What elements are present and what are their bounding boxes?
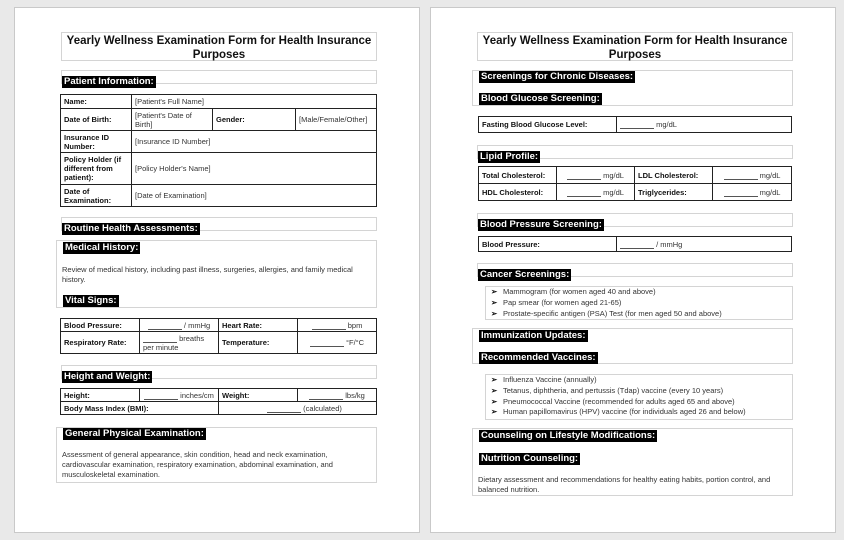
arrow-bullet-icon: ➢ — [491, 396, 498, 406]
arrow-bullet-icon: ➢ — [491, 407, 498, 417]
chronic-disease-header: Screenings for Chronic Diseases: — [481, 71, 634, 82]
vital-signs-table — [60, 318, 377, 354]
arrow-bullet-icon: ➢ — [491, 385, 498, 395]
section-header-patient-information: Patient Information: — [61, 70, 377, 84]
medical-history-header: Medical History: — [65, 242, 139, 253]
glucose-label: Fasting Blood Glucose Level: — [479, 117, 617, 133]
total-cholesterol-field[interactable]: mg/dL — [557, 167, 635, 184]
bp-label: Blood Pressure: — [61, 319, 140, 332]
table-row — [61, 153, 377, 185]
arrow-bullet-icon: ➢ — [491, 308, 498, 318]
list-item: ➢ Pap smear (for women aged 21-65) — [491, 297, 622, 307]
table-row — [61, 402, 377, 415]
total-cholesterol-label: Total Cholesterol: — [479, 167, 557, 184]
temperature-field[interactable]: °F/°C — [298, 332, 377, 354]
gender-field[interactable]: [Male/Female/Other] — [296, 109, 377, 131]
table-row — [61, 319, 377, 332]
page-1 — [14, 7, 420, 533]
policy-holder-field[interactable]: [Policy Holder's Name] — [132, 153, 377, 185]
section-header-cancer: Cancer Screenings: — [477, 263, 793, 277]
table-row — [61, 109, 377, 131]
height-label: Height: — [61, 389, 140, 402]
physical-exam-text: Assessment of general appearance, skin condition, head and neck examination, cardiovascular examination, respiratory examination, abdominal examination, and musculoskeletal examination. — [62, 450, 333, 479]
blood-glucose-header: Blood Glucose Screening: — [481, 93, 600, 104]
triglycerides-field[interactable]: mg/dL — [713, 184, 792, 201]
dob-label: Date of Birth: — [61, 109, 132, 131]
gender-label: Gender: — [213, 109, 296, 131]
height-field[interactable]: inches/cm — [140, 389, 219, 402]
list-item: ➢ Prostate-specific antigen (PSA) Test (for men aged 50 and above) — [491, 308, 722, 318]
nutrition-text: Dietary assessment and recommendations for healthy eating habits, portion control, and balanced nutrition. — [478, 475, 771, 494]
bp-screening-label: Blood Pressure: — [479, 237, 617, 252]
glucose-table — [478, 116, 792, 133]
table-row — [479, 237, 792, 252]
bp-field[interactable]: / mmHg — [140, 319, 219, 332]
table-row — [61, 389, 377, 402]
list-item: ➢ Human papillomavirus (HPV) vaccine (for individuals aged 26 and below) — [491, 407, 746, 417]
physical-exam-header: General Physical Examination: — [65, 428, 204, 439]
exam-date-label: Date of Examination: — [61, 185, 132, 207]
table-row — [61, 131, 377, 153]
weight-label: Weight: — [219, 389, 298, 402]
heart-rate-label: Heart Rate: — [219, 319, 298, 332]
nutrition-header: Nutrition Counseling: — [481, 453, 579, 464]
insurance-id-label: Insurance ID Number: — [61, 131, 132, 153]
table-row — [479, 184, 792, 201]
vaccine-list — [491, 375, 746, 418]
section-header-height-weight: Height and Weight: — [61, 365, 377, 379]
name-label: Name: — [61, 95, 132, 109]
name-field[interactable]: [Patient's Full Name] — [132, 95, 377, 109]
bp-screening-table — [478, 236, 792, 252]
table-row — [61, 95, 377, 109]
vital-signs-header: Vital Signs: — [65, 295, 117, 306]
arrow-bullet-icon: ➢ — [491, 287, 498, 296]
document-title: Yearly Wellness Examination Form for Health Insurance Purposes — [477, 32, 793, 61]
document-title: Yearly Wellness Examination Form for Health Insurance Purposes — [61, 32, 377, 61]
respiratory-rate-field[interactable]: breaths per minute — [140, 332, 219, 354]
glucose-field[interactable]: mg/dL — [617, 117, 792, 133]
height-weight-table — [60, 388, 377, 415]
ldl-field[interactable]: mg/dL — [713, 167, 792, 184]
page-2 — [430, 7, 836, 533]
heart-rate-field[interactable]: bpm — [298, 319, 377, 332]
counseling-header: Counseling on Lifestyle Modifications: — [481, 430, 656, 441]
triglycerides-label: Triglycerides: — [635, 184, 713, 201]
lipid-table — [478, 166, 792, 201]
hdl-field[interactable]: mg/dL — [557, 184, 635, 201]
bp-screening-field[interactable]: / mmHg — [617, 237, 792, 252]
respiratory-rate-label: Respiratory Rate: — [61, 332, 140, 354]
bmi-field[interactable]: (calculated) — [219, 402, 377, 415]
list-item: ➢ Influenza Vaccine (annually) — [491, 375, 597, 384]
temperature-label: Temperature: — [219, 332, 298, 354]
section-header-bp-screening: Blood Pressure Screening: — [477, 213, 793, 227]
section-header-lipid: Lipid Profile: — [477, 145, 793, 159]
bmi-label: Body Mass Index (BMI): — [61, 402, 219, 415]
ldl-label: LDL Cholesterol: — [635, 167, 713, 184]
hdl-label: HDL Cholesterol: — [479, 184, 557, 201]
table-row — [61, 185, 377, 207]
exam-date-field[interactable]: [Date of Examination] — [132, 185, 377, 207]
list-item: ➢ Pneumococcal Vaccine (recommended for adults aged 65 and above) — [491, 396, 735, 406]
immunization-header: Immunization Updates: — [481, 330, 586, 341]
dob-field[interactable]: [Patient's Date of Birth] — [132, 109, 213, 131]
weight-field[interactable]: lbs/kg — [298, 389, 377, 402]
table-row — [479, 117, 792, 133]
table-row — [479, 167, 792, 184]
list-item: ➢ Tetanus, diphtheria, and pertussis (Tdap) vaccine (every 10 years) — [491, 385, 724, 395]
section-header-routine-health: Routine Health Assessments: — [61, 217, 377, 231]
recommended-vaccines-header: Recommended Vaccines: — [481, 352, 596, 363]
patient-info-table — [60, 94, 377, 207]
table-row — [61, 332, 377, 354]
list-item: ➢ Mammogram (for women aged 40 and above) — [491, 287, 656, 296]
arrow-bullet-icon: ➢ — [491, 297, 498, 307]
medical-history-text: Review of medical history, including past illness, surgeries, allergies, and family medical history. — [62, 265, 353, 284]
policy-holder-label: Policy Holder (if different from patient): — [61, 153, 132, 185]
insurance-id-field[interactable]: [Insurance ID Number] — [132, 131, 377, 153]
cancer-screening-list — [491, 287, 722, 319]
arrow-bullet-icon: ➢ — [491, 375, 498, 384]
